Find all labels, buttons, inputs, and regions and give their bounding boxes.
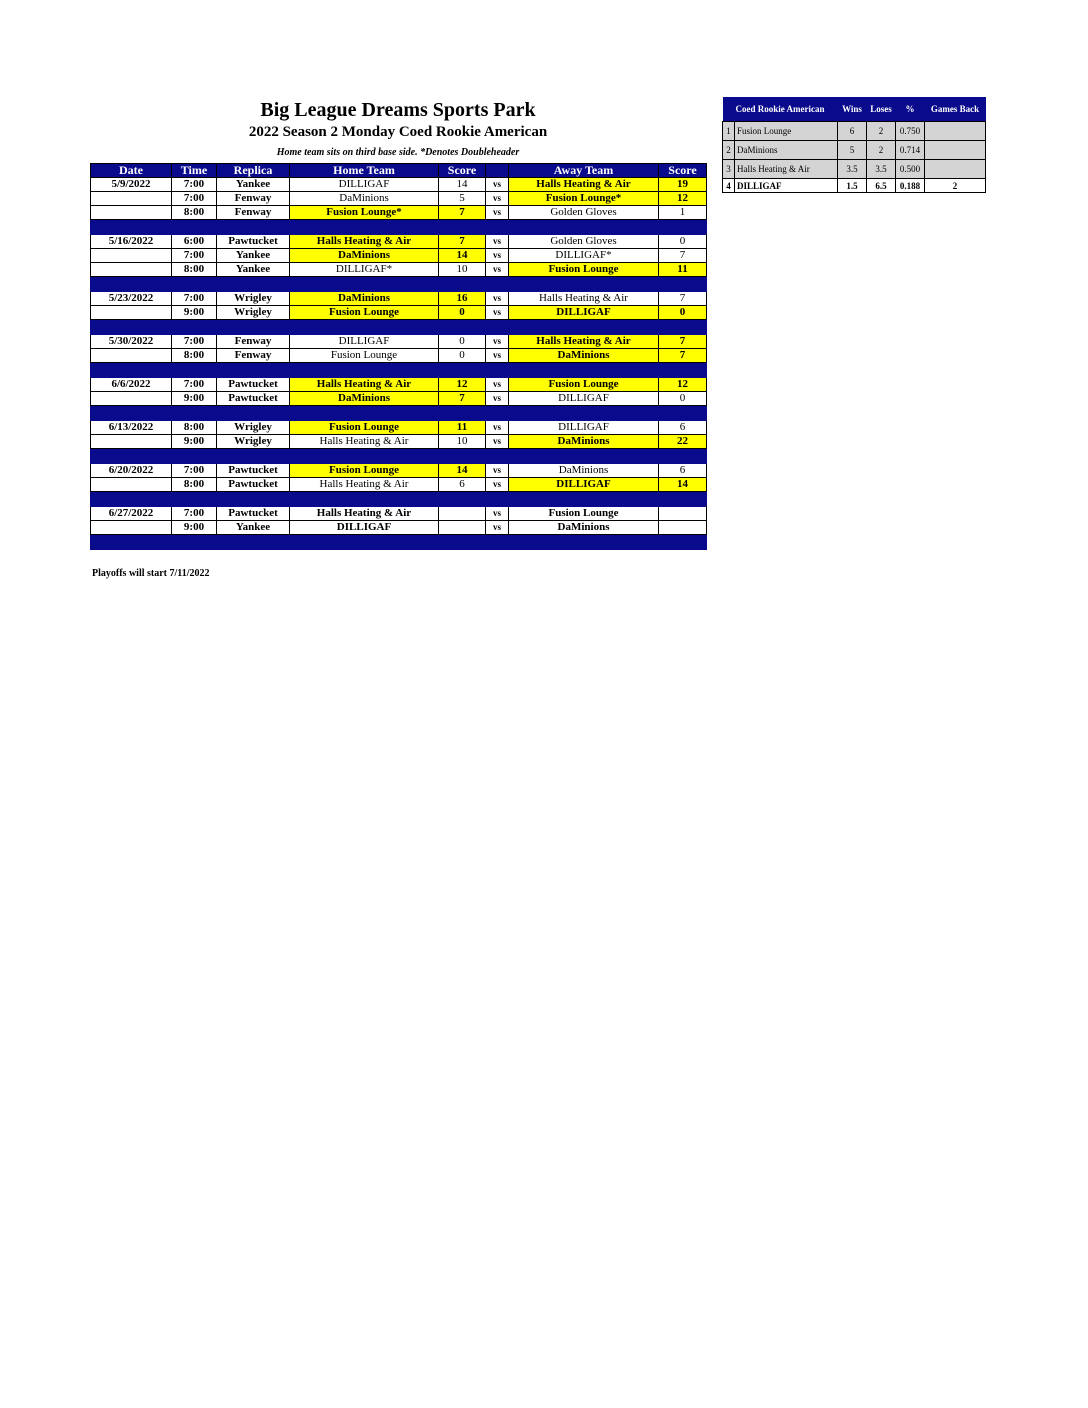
standing-team: Halls Heating & Air <box>735 160 838 179</box>
game-field: Pawtucket <box>217 392 290 406</box>
separator-cell <box>91 363 172 378</box>
playoffs-note: Playoffs will start 7/11/2022 <box>92 568 210 579</box>
home-team: Fusion Lounge <box>290 349 439 363</box>
standing-team: DILLIGAF <box>735 179 838 193</box>
home-score: 10 <box>439 263 486 277</box>
week-separator <box>91 449 707 464</box>
standing-pct: 0.750 <box>896 122 925 141</box>
home-team: Halls Heating & Air <box>290 235 439 249</box>
home-team: DILLIGAF* <box>290 263 439 277</box>
standing-team: Fusion Lounge <box>735 122 838 141</box>
home-score: 16 <box>439 292 486 306</box>
separator-cell <box>290 406 439 421</box>
separator-cell <box>172 492 217 507</box>
standings-body <box>723 122 986 193</box>
standing-rank: 2 <box>723 141 735 160</box>
game-time: 6:00 <box>172 235 217 249</box>
separator-cell <box>509 220 659 235</box>
game-row <box>91 478 707 492</box>
home-score: 14 <box>439 178 486 192</box>
away-score: 11 <box>659 263 707 277</box>
game-date <box>91 521 172 535</box>
col-header-date: Date <box>91 164 172 178</box>
separator-cell <box>659 535 707 550</box>
separator-cell <box>509 406 659 421</box>
separator-cell <box>486 320 509 335</box>
game-time: 9:00 <box>172 521 217 535</box>
away-score: 7 <box>659 292 707 306</box>
away-team: Golden Gloves <box>509 235 659 249</box>
game-row <box>91 192 707 206</box>
separator-cell <box>172 449 217 464</box>
game-date: 5/16/2022 <box>91 235 172 249</box>
home-team: DaMinions <box>290 192 439 206</box>
separator-cell <box>486 363 509 378</box>
away-score: 0 <box>659 306 707 320</box>
week-separator <box>91 320 707 335</box>
standings-row <box>723 179 986 193</box>
game-date <box>91 478 172 492</box>
game-field: Pawtucket <box>217 378 290 392</box>
game-row <box>91 507 707 521</box>
separator-cell <box>172 363 217 378</box>
standings-row <box>723 160 986 179</box>
away-team: DaMinions <box>509 464 659 478</box>
title-block <box>90 98 706 160</box>
vs-label: vs <box>486 335 509 349</box>
game-field: Pawtucket <box>217 235 290 249</box>
game-time: 7:00 <box>172 192 217 206</box>
game-field: Wrigley <box>217 435 290 449</box>
standing-wins: 5 <box>838 141 867 160</box>
game-field: Fenway <box>217 349 290 363</box>
separator-cell <box>659 220 707 235</box>
separator-cell <box>172 220 217 235</box>
home-team: Halls Heating & Air <box>290 435 439 449</box>
separator-cell <box>486 406 509 421</box>
page-title: Big League Dreams Sports Park <box>260 99 536 121</box>
game-row <box>91 292 707 306</box>
separator-cell <box>290 220 439 235</box>
game-row <box>91 378 707 392</box>
away-score: 12 <box>659 378 707 392</box>
game-date <box>91 392 172 406</box>
col-header-time: Time <box>172 164 217 178</box>
away-team: DILLIGAF* <box>509 249 659 263</box>
schedule-note: Home team sits on third base side. *Denotes Doubleheader <box>276 147 520 158</box>
home-team: DILLIGAF <box>290 178 439 192</box>
home-team: DaMinions <box>290 249 439 263</box>
standing-pct: 0.500 <box>896 160 925 179</box>
separator-cell <box>290 363 439 378</box>
game-time: 7:00 <box>172 178 217 192</box>
separator-cell <box>91 220 172 235</box>
separator-cell <box>439 220 486 235</box>
standing-rank: 1 <box>723 122 735 141</box>
away-team: Halls Heating & Air <box>509 178 659 192</box>
home-score: 6 <box>439 478 486 492</box>
week-separator <box>91 492 707 507</box>
game-field: Fenway <box>217 335 290 349</box>
game-row <box>91 349 707 363</box>
separator-cell <box>509 492 659 507</box>
away-score: 6 <box>659 421 707 435</box>
home-team: DaMinions <box>290 292 439 306</box>
game-field: Pawtucket <box>217 464 290 478</box>
separator-cell <box>439 535 486 550</box>
game-time: 7:00 <box>172 507 217 521</box>
game-date <box>91 263 172 277</box>
separator-cell <box>91 406 172 421</box>
away-score <box>659 521 707 535</box>
separator-cell <box>290 535 439 550</box>
away-team: Fusion Lounge <box>509 378 659 392</box>
separator-cell <box>91 277 172 292</box>
vs-label: vs <box>486 349 509 363</box>
vs-label: vs <box>486 478 509 492</box>
standings-header-losses: Loses <box>867 97 896 122</box>
game-field: Yankee <box>217 521 290 535</box>
separator-cell <box>486 220 509 235</box>
game-row <box>91 249 707 263</box>
col-header-home-team: Home Team <box>290 164 439 178</box>
game-time: 8:00 <box>172 349 217 363</box>
game-field: Fenway <box>217 192 290 206</box>
away-team: DaMinions <box>509 435 659 449</box>
home-team: Fusion Lounge <box>290 464 439 478</box>
standings-header-games-back: Games Back <box>925 97 986 122</box>
standing-games-back: 2 <box>925 179 986 193</box>
home-score: 0 <box>439 349 486 363</box>
separator-cell <box>290 449 439 464</box>
standings-header-row <box>723 97 986 122</box>
vs-label: vs <box>486 249 509 263</box>
separator-cell <box>659 320 707 335</box>
standings-row <box>723 122 986 141</box>
away-score: 1 <box>659 206 707 220</box>
home-score <box>439 507 486 521</box>
vs-label: vs <box>486 192 509 206</box>
standing-losses: 6.5 <box>867 179 896 193</box>
away-score: 12 <box>659 192 707 206</box>
standing-losses: 3.5 <box>867 160 896 179</box>
vs-label: vs <box>486 421 509 435</box>
game-time: 8:00 <box>172 263 217 277</box>
away-score: 14 <box>659 478 707 492</box>
away-team: Golden Gloves <box>509 206 659 220</box>
separator-cell <box>439 406 486 421</box>
separator-cell <box>659 363 707 378</box>
game-row <box>91 306 707 320</box>
standing-rank: 4 <box>723 179 735 193</box>
game-field: Wrigley <box>217 421 290 435</box>
game-field: Yankee <box>217 249 290 263</box>
week-separator <box>91 406 707 421</box>
away-team: DILLIGAF <box>509 306 659 320</box>
separator-cell <box>439 277 486 292</box>
game-date <box>91 249 172 263</box>
home-score: 14 <box>439 464 486 478</box>
game-field: Wrigley <box>217 306 290 320</box>
separator-cell <box>486 492 509 507</box>
separator-cell <box>439 320 486 335</box>
away-score: 19 <box>659 178 707 192</box>
game-date: 5/9/2022 <box>91 178 172 192</box>
home-score: 12 <box>439 378 486 392</box>
separator-cell <box>290 492 439 507</box>
standing-losses: 2 <box>867 122 896 141</box>
separator-cell <box>217 449 290 464</box>
week-separator <box>91 220 707 235</box>
game-date: 6/20/2022 <box>91 464 172 478</box>
game-date <box>91 192 172 206</box>
vs-label: vs <box>486 263 509 277</box>
home-team: DaMinions <box>290 392 439 406</box>
game-date: 6/6/2022 <box>91 378 172 392</box>
home-score: 7 <box>439 235 486 249</box>
game-row <box>91 421 707 435</box>
away-team: Fusion Lounge <box>509 263 659 277</box>
standings-table <box>722 97 986 193</box>
game-time: 7:00 <box>172 378 217 392</box>
away-score: 0 <box>659 235 707 249</box>
game-date <box>91 349 172 363</box>
vs-label: vs <box>486 206 509 220</box>
separator-cell <box>659 277 707 292</box>
col-header-away-score: Score <box>659 164 707 178</box>
separator-cell <box>172 277 217 292</box>
separator-cell <box>509 535 659 550</box>
home-score: 10 <box>439 435 486 449</box>
separator-cell <box>217 320 290 335</box>
game-time: 9:00 <box>172 306 217 320</box>
away-score: 7 <box>659 249 707 263</box>
away-score: 7 <box>659 349 707 363</box>
game-time: 7:00 <box>172 249 217 263</box>
home-team: DILLIGAF <box>290 335 439 349</box>
col-header-replica: Replica <box>217 164 290 178</box>
away-team: DaMinions <box>509 521 659 535</box>
separator-cell <box>172 320 217 335</box>
game-date: 5/30/2022 <box>91 335 172 349</box>
home-score: 7 <box>439 206 486 220</box>
schedule-header-row <box>91 164 707 178</box>
separator-cell <box>509 449 659 464</box>
separator-cell <box>486 277 509 292</box>
game-field: Yankee <box>217 263 290 277</box>
game-date: 6/27/2022 <box>91 507 172 521</box>
week-separator <box>91 277 707 292</box>
home-team: Halls Heating & Air <box>290 378 439 392</box>
game-row <box>91 206 707 220</box>
separator-cell <box>509 320 659 335</box>
game-row <box>91 235 707 249</box>
standings-header-wins: Wins <box>838 97 867 122</box>
separator-cell <box>91 535 172 550</box>
home-team: Halls Heating & Air <box>290 507 439 521</box>
standings-header-division: Coed Rookie American <box>723 97 838 122</box>
separator-cell <box>172 406 217 421</box>
home-team: Fusion Lounge <box>290 306 439 320</box>
vs-label: vs <box>486 178 509 192</box>
separator-cell <box>659 406 707 421</box>
game-row <box>91 464 707 478</box>
separator-cell <box>290 277 439 292</box>
game-date <box>91 206 172 220</box>
standings-row <box>723 141 986 160</box>
separator-cell <box>439 449 486 464</box>
col-header-away-team: Away Team <box>509 164 659 178</box>
separator-cell <box>217 406 290 421</box>
game-time: 8:00 <box>172 421 217 435</box>
separator-cell <box>486 535 509 550</box>
away-team: Halls Heating & Air <box>509 335 659 349</box>
home-score: 0 <box>439 335 486 349</box>
game-time: 8:00 <box>172 206 217 220</box>
schedule-table <box>90 163 707 550</box>
vs-label: vs <box>486 521 509 535</box>
game-date: 6/13/2022 <box>91 421 172 435</box>
home-score: 14 <box>439 249 486 263</box>
separator-cell <box>217 492 290 507</box>
game-field: Fenway <box>217 206 290 220</box>
away-team: Fusion Lounge* <box>509 192 659 206</box>
standing-wins: 6 <box>838 122 867 141</box>
standing-team: DaMinions <box>735 141 838 160</box>
away-score: 0 <box>659 392 707 406</box>
game-field: Yankee <box>217 178 290 192</box>
away-score: 22 <box>659 435 707 449</box>
separator-cell <box>217 363 290 378</box>
game-field: Pawtucket <box>217 507 290 521</box>
separator-cell <box>486 449 509 464</box>
vs-label: vs <box>486 378 509 392</box>
away-team: DILLIGAF <box>509 392 659 406</box>
separator-cell <box>91 492 172 507</box>
standing-pct: 0.714 <box>896 141 925 160</box>
home-score: 5 <box>439 192 486 206</box>
separator-cell <box>217 535 290 550</box>
home-score <box>439 521 486 535</box>
separator-cell <box>439 363 486 378</box>
game-field: Pawtucket <box>217 478 290 492</box>
home-team: Fusion Lounge <box>290 421 439 435</box>
vs-label: vs <box>486 235 509 249</box>
standing-losses: 2 <box>867 141 896 160</box>
game-time: 7:00 <box>172 464 217 478</box>
vs-label: vs <box>486 292 509 306</box>
game-row <box>91 392 707 406</box>
away-score: 6 <box>659 464 707 478</box>
away-score: 7 <box>659 335 707 349</box>
game-date <box>91 435 172 449</box>
standing-games-back <box>925 122 986 141</box>
game-row <box>91 263 707 277</box>
away-team: DILLIGAF <box>509 421 659 435</box>
away-score <box>659 507 707 521</box>
vs-label: vs <box>486 306 509 320</box>
vs-label: vs <box>486 464 509 478</box>
game-time: 7:00 <box>172 335 217 349</box>
separator-cell <box>509 363 659 378</box>
game-time: 7:00 <box>172 292 217 306</box>
away-team: Halls Heating & Air <box>509 292 659 306</box>
col-header-home-score: Score <box>439 164 486 178</box>
game-time: 9:00 <box>172 392 217 406</box>
game-row <box>91 335 707 349</box>
home-team: Halls Heating & Air <box>290 478 439 492</box>
away-team: DaMinions <box>509 349 659 363</box>
standing-wins: 1.5 <box>838 179 867 193</box>
week-separator <box>91 363 707 378</box>
schedule-body <box>91 178 707 550</box>
separator-cell <box>217 220 290 235</box>
separator-cell <box>290 320 439 335</box>
separator-cell <box>217 277 290 292</box>
page-subtitle: 2022 Season 2 Monday Coed Rookie American <box>248 124 548 140</box>
col-header-vs <box>486 164 509 178</box>
standing-pct: 0.188 <box>896 179 925 193</box>
game-date <box>91 306 172 320</box>
home-score: 11 <box>439 421 486 435</box>
standing-wins: 3.5 <box>838 160 867 179</box>
game-row <box>91 178 707 192</box>
home-score: 0 <box>439 306 486 320</box>
away-team: DILLIGAF <box>509 478 659 492</box>
separator-cell <box>172 535 217 550</box>
separator-cell <box>509 277 659 292</box>
game-time: 9:00 <box>172 435 217 449</box>
game-row <box>91 521 707 535</box>
home-team: Fusion Lounge* <box>290 206 439 220</box>
home-team: DILLIGAF <box>290 521 439 535</box>
home-score: 7 <box>439 392 486 406</box>
vs-label: vs <box>486 392 509 406</box>
standing-games-back <box>925 141 986 160</box>
standing-rank: 3 <box>723 160 735 179</box>
standings-header-pct: % <box>896 97 925 122</box>
standing-games-back <box>925 160 986 179</box>
away-team: Fusion Lounge <box>509 507 659 521</box>
separator-cell <box>659 492 707 507</box>
vs-label: vs <box>486 507 509 521</box>
vs-label: vs <box>486 435 509 449</box>
week-separator <box>91 535 707 550</box>
separator-cell <box>439 492 486 507</box>
game-row <box>91 435 707 449</box>
separator-cell <box>91 449 172 464</box>
game-field: Wrigley <box>217 292 290 306</box>
separator-cell <box>659 449 707 464</box>
game-time: 8:00 <box>172 478 217 492</box>
game-date: 5/23/2022 <box>91 292 172 306</box>
separator-cell <box>91 320 172 335</box>
